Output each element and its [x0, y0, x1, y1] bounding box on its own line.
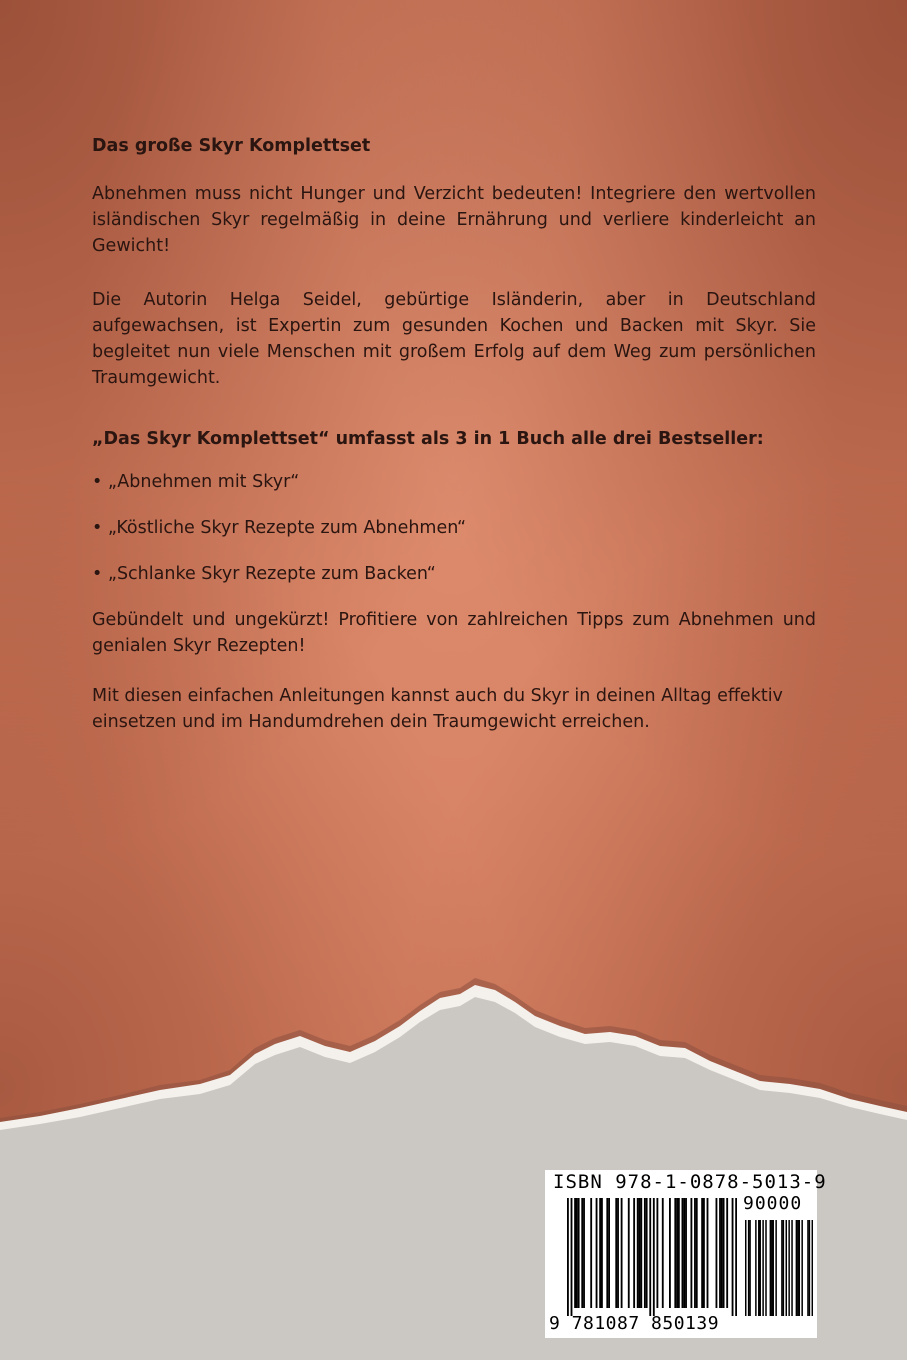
addon-bar: [758, 1220, 759, 1316]
barcode-bar: [621, 1198, 623, 1308]
barcode-bar: [571, 1198, 573, 1316]
barcode-bar: [723, 1198, 725, 1308]
barcode-bar: [694, 1198, 696, 1308]
barcode-bar: [581, 1198, 583, 1308]
barcode-bar: [719, 1198, 721, 1308]
blurb-paragraph-author: Die Autorin Helga Seidel, gebürtige Isländerin, aber in Deutschland aufgewachsen, ist Expertin zum gesunden Kochen und Backen mit Skyr. Sie begleitet nun viele Menschen mit großem Erfolg auf dem Weg zum persönlichen Traumgewicht.: [92, 290, 816, 388]
barcode-bar: [644, 1198, 646, 1308]
addon-bar: [762, 1220, 763, 1316]
addon-bar: [755, 1220, 756, 1316]
book-list-item-3: • „Schlanke Skyr Rezepte zum Backen“: [92, 564, 436, 584]
barcode-bar: [608, 1198, 610, 1308]
barcode-bar: [682, 1198, 684, 1308]
addon-bar: [801, 1220, 802, 1316]
addon-bar: [809, 1220, 810, 1316]
barcode-bar: [656, 1198, 658, 1308]
addon-bar: [749, 1220, 750, 1316]
addon-bar: [812, 1220, 813, 1316]
barcode-bar: [576, 1198, 578, 1308]
barcode-bar: [674, 1198, 676, 1308]
barcode-bar: [701, 1198, 703, 1308]
addon-bar: [745, 1220, 746, 1316]
blurb-bestsellers-heading: „Das Skyr Komplettset“ umfasst als 3 in 1 Buch alle drei Bestseller:: [92, 429, 764, 449]
ean-digits: 9 781087 850139: [549, 1313, 720, 1334]
barcode-bar: [653, 1198, 655, 1316]
isbn-number: ISBN 978-1-0878-5013-9: [553, 1171, 827, 1193]
addon-bar: [781, 1220, 782, 1316]
barcode-bar: [732, 1198, 734, 1316]
barcode-bar: [583, 1198, 585, 1308]
barcode-bar: [601, 1198, 603, 1308]
barcode-bar: [628, 1198, 630, 1308]
book-list-item-1: • „Abnehmen mit Skyr“: [92, 472, 300, 492]
barcode-bar: [596, 1198, 598, 1308]
barcode-bar: [707, 1198, 709, 1308]
barcode-bar: [590, 1198, 592, 1308]
barcode-bar: [726, 1198, 728, 1308]
addon-bar: [783, 1220, 784, 1316]
barcode-bar: [696, 1198, 698, 1308]
barcode-bar: [637, 1198, 639, 1308]
barcode-bar: [669, 1198, 671, 1308]
addon-bar: [799, 1220, 800, 1316]
addon-bar: [772, 1220, 773, 1316]
barcode-bar: [683, 1198, 685, 1308]
barcode-bar: [646, 1198, 648, 1308]
barcode-bar: [735, 1198, 737, 1316]
barcode-bar: [574, 1198, 576, 1308]
barcode-bar: [615, 1198, 617, 1308]
barcode-bar: [662, 1198, 664, 1308]
addon-bar: [807, 1220, 808, 1316]
addon-bar: [791, 1220, 792, 1316]
addon-bar: [796, 1220, 797, 1316]
barcode-bar: [716, 1198, 718, 1308]
blurb-paragraph-bundle: Gebündelt und ungekürzt! Profitiere von zahlreichen Tipps zum Abnehmen und genialen Skyr Rezepten!: [92, 610, 816, 656]
addon-bar: [748, 1220, 749, 1316]
barcode-bar: [599, 1198, 601, 1308]
addon-bar: [775, 1220, 776, 1316]
addon-bar: [788, 1220, 789, 1316]
barcode-bar: [567, 1198, 569, 1316]
addon-bar: [797, 1220, 798, 1316]
barcode-bar: [606, 1198, 608, 1308]
barcode-bar: [685, 1198, 687, 1308]
barcode-bar: [703, 1198, 705, 1308]
barcode-bar: [690, 1198, 692, 1308]
blurb-title: Das große Skyr Komplettset: [92, 136, 371, 156]
addon-bar: [786, 1220, 787, 1316]
addon-bar: [770, 1220, 771, 1316]
barcode-bar: [578, 1198, 580, 1308]
blurb-paragraph-intro: Abnehmen muss nicht Hunger und Verzicht bedeuten! Integriere den wertvollen isländischen Skyr regelmäßig in deine Ernährung und verliere kinderleicht an Gewicht!: [92, 184, 816, 256]
barcode-bar: [640, 1198, 642, 1308]
addon-bar: [771, 1220, 772, 1316]
book-list-item-2: • „Köstliche Skyr Rezepte zum Abnehmen“: [92, 518, 467, 538]
barcode-bar: [649, 1198, 651, 1316]
price-code: 90000: [743, 1193, 803, 1214]
barcode-bar: [721, 1198, 723, 1308]
addon-barcode-bars: [745, 1220, 813, 1316]
isbn-barcode-box: [545, 1170, 827, 1338]
barcode-bar: [617, 1198, 619, 1308]
blurb-paragraph-closing: Mit diesen einfachen Anleitungen kannst auch du Skyr in deinen Alltag effektiv einsetzen und im Handumdrehen dein Traumgewicht erreichen.: [92, 686, 783, 732]
barcode-bar: [633, 1198, 635, 1308]
barcode-bar: [676, 1198, 678, 1308]
barcode-bar: [639, 1198, 641, 1308]
barcode-bar: [678, 1198, 680, 1308]
addon-bar: [759, 1220, 760, 1316]
addon-bar: [765, 1220, 766, 1316]
ean-barcode-bars: [567, 1198, 737, 1316]
